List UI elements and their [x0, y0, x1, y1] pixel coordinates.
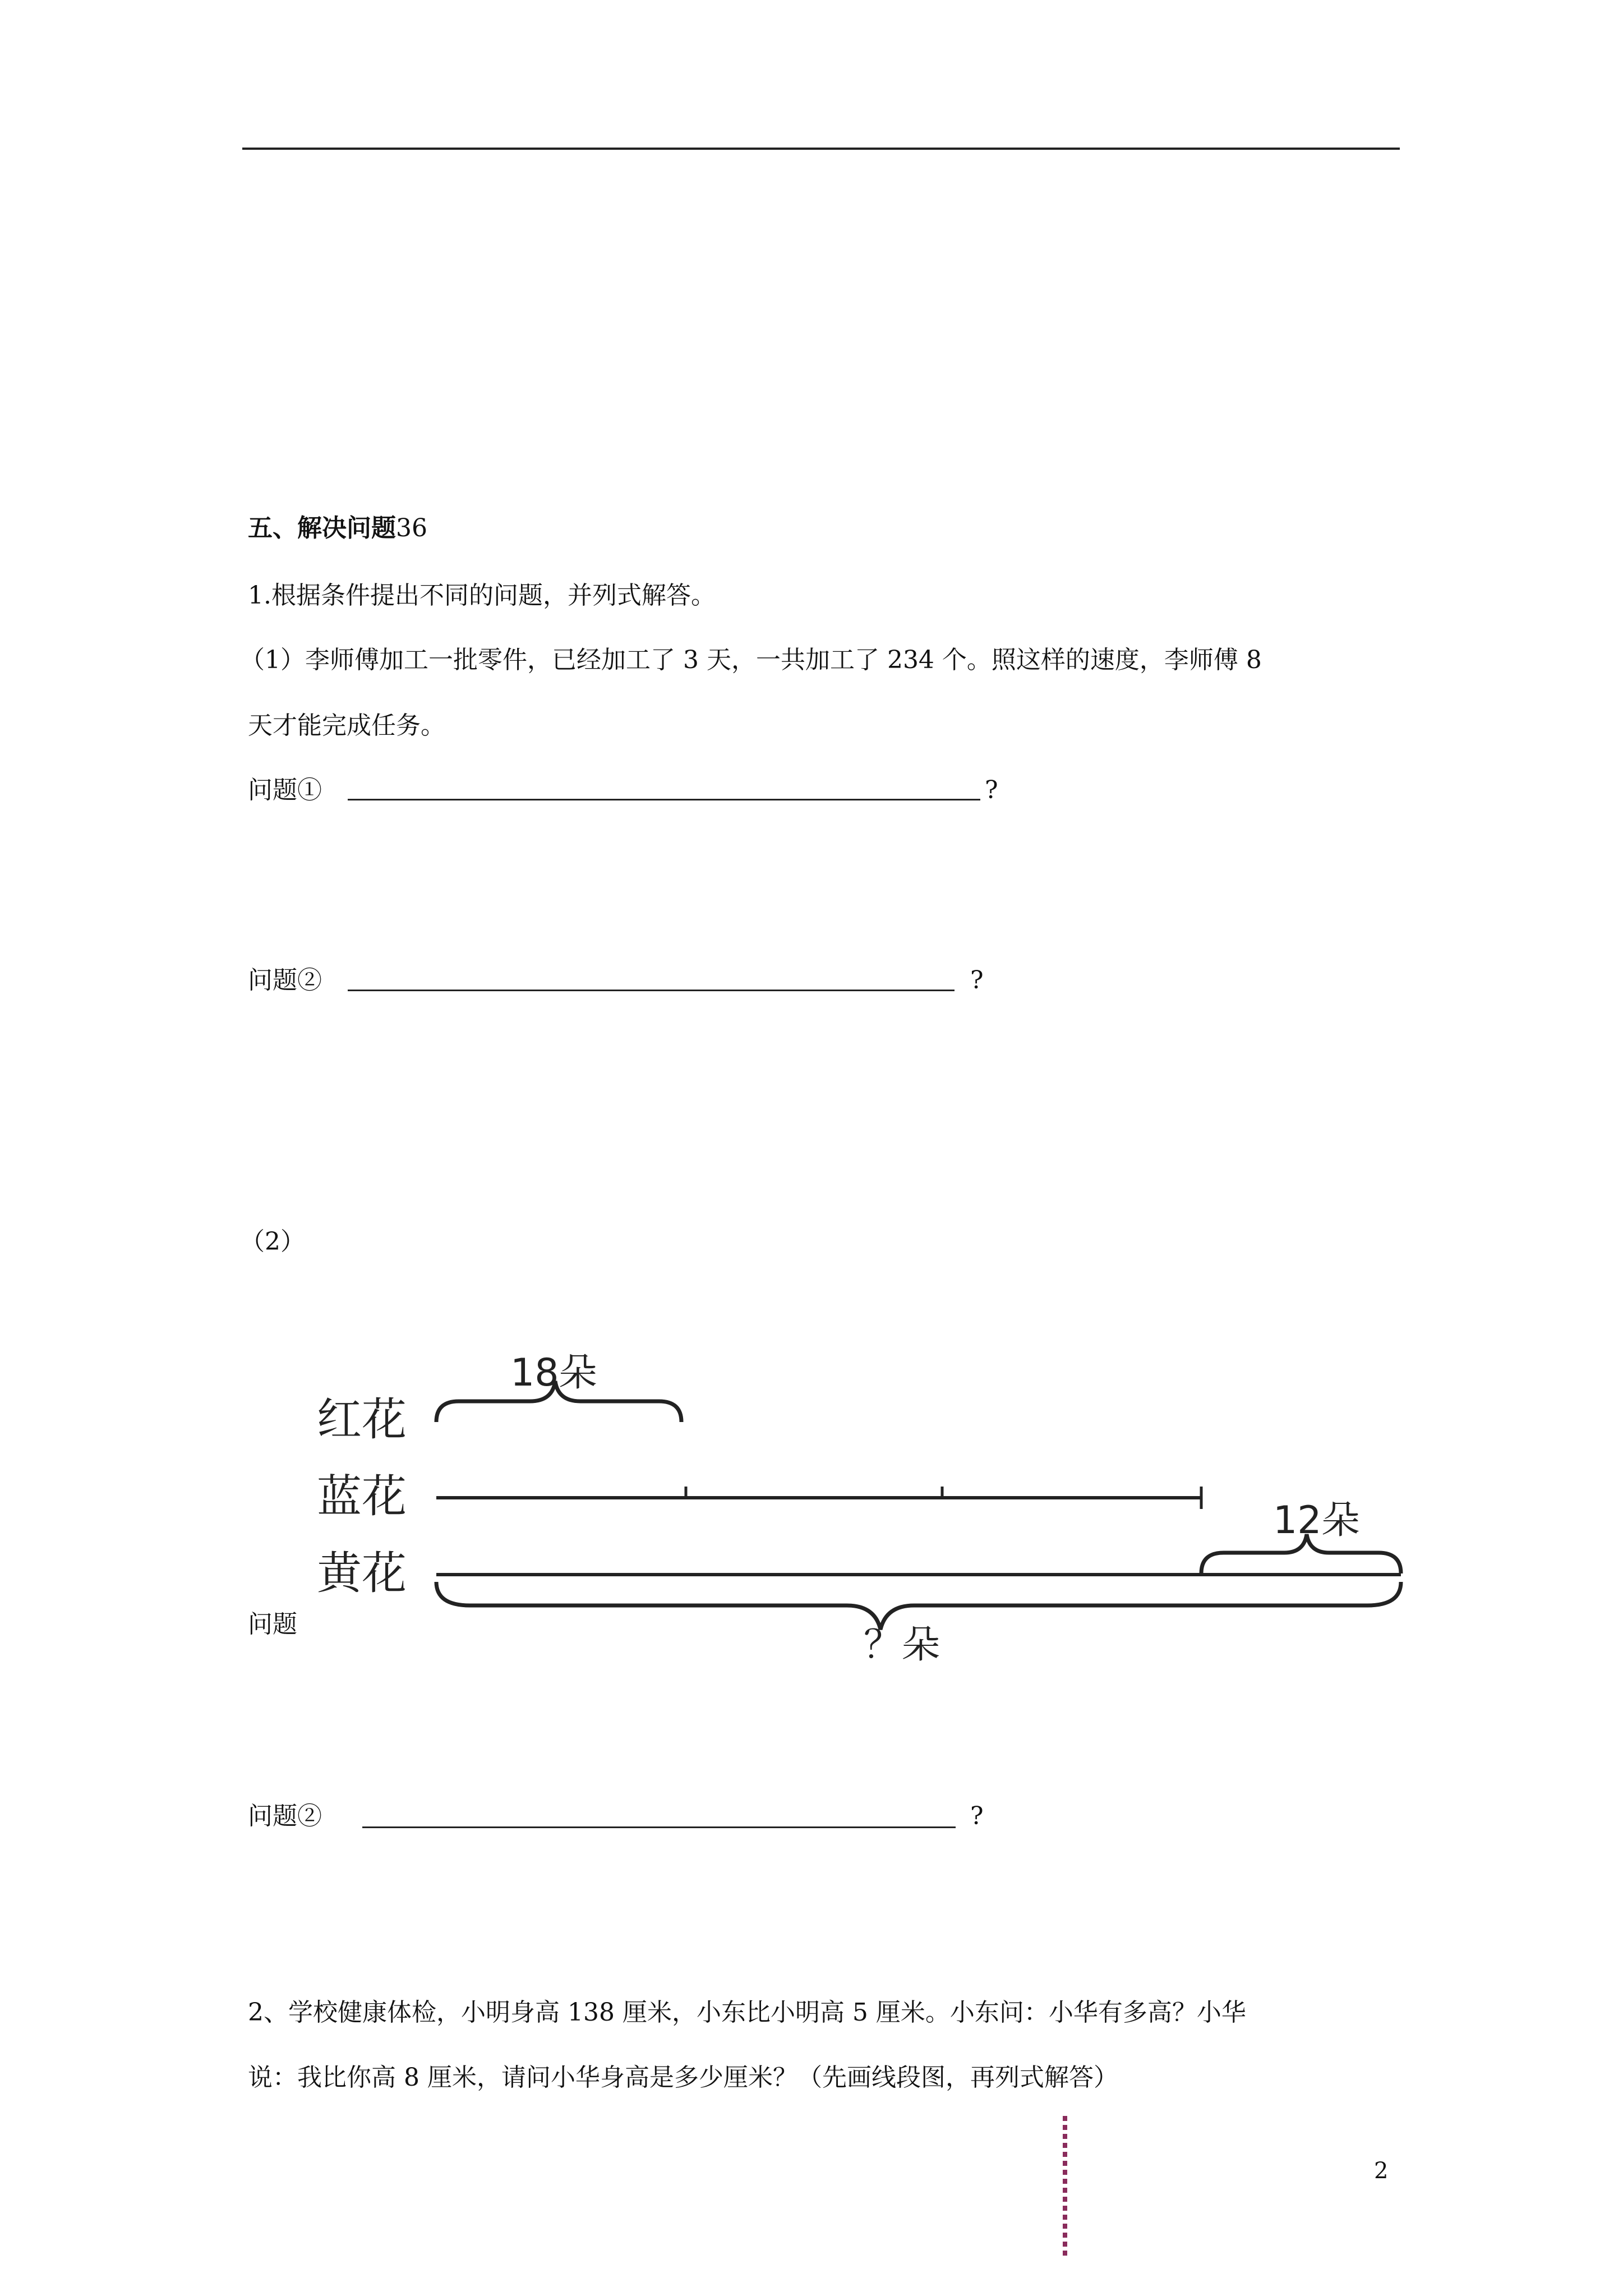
decorative-dots [1062, 2116, 1068, 2259]
question-2-label: 问题② [248, 966, 322, 995]
question-1-label: 问题① [248, 776, 322, 804]
problem1-intro: 1.根据条件提出不同的问题，并列式解答。 [248, 581, 716, 610]
decorative-dot [1063, 2125, 1067, 2130]
decorative-dot [1063, 2215, 1067, 2220]
problem1-part1-line1: （1）李师傅加工一批零件，已经加工了 3 天，一共加工了 234 个。照这样的速度，李师傅 8 [240, 646, 1262, 674]
section-score: 36 [396, 514, 427, 542]
question-2-qmark: ? [970, 966, 984, 995]
decorative-dot [1063, 2188, 1067, 2193]
decorative-dot [1063, 2134, 1067, 2139]
part2-question-label: 问题 [248, 1610, 297, 1639]
yellow-extra-label: 12朵 [1273, 1498, 1360, 1543]
problem2-line2: 说：我比你高 8 厘米，请问小华身高是多少厘米？（先画线段图，再列式解答） [248, 2063, 1118, 2092]
problem1-part1-line2: 天才能完成任务。 [248, 711, 445, 740]
total-label: ？朵 [864, 1623, 940, 1667]
decorative-dot [1063, 2179, 1067, 2184]
decorative-dot [1063, 2233, 1067, 2238]
part2-question-2-label: 问题② [248, 1802, 322, 1830]
part2-question-2-qmark: ? [970, 1802, 984, 1830]
decorative-dot [1063, 2152, 1067, 2157]
decorative-dot [1063, 2170, 1067, 2175]
blue-flower-label: 蓝花 [317, 1470, 407, 1522]
decorative-dot [1063, 2116, 1067, 2121]
problem2-line1: 2、学校健康体检，小明身高 138 厘米，小东比小明高 5 厘米。小东问：小华有多高？小华 [248, 1998, 1246, 2027]
decorative-dot [1063, 2143, 1067, 2148]
decorative-dot [1063, 2197, 1067, 2202]
decorative-dot [1063, 2161, 1067, 2166]
decorative-dot [1063, 2242, 1067, 2247]
decorative-dot [1063, 2224, 1067, 2229]
red-count-label: 18朵 [510, 1351, 597, 1395]
decorative-dot [1063, 2251, 1067, 2256]
yellow-flower-label: 黄花 [317, 1547, 407, 1599]
question-1-qmark: ? [985, 776, 998, 804]
part2-question-2-answer-line[interactable] [362, 1826, 956, 1828]
section-title-text: 五、解决问题 [248, 514, 396, 542]
decorative-dot [1063, 2206, 1067, 2211]
page-number: 2 [1374, 2158, 1389, 2184]
part2-label: （2） [240, 1227, 305, 1256]
red-flower-label: 红花 [317, 1393, 407, 1446]
